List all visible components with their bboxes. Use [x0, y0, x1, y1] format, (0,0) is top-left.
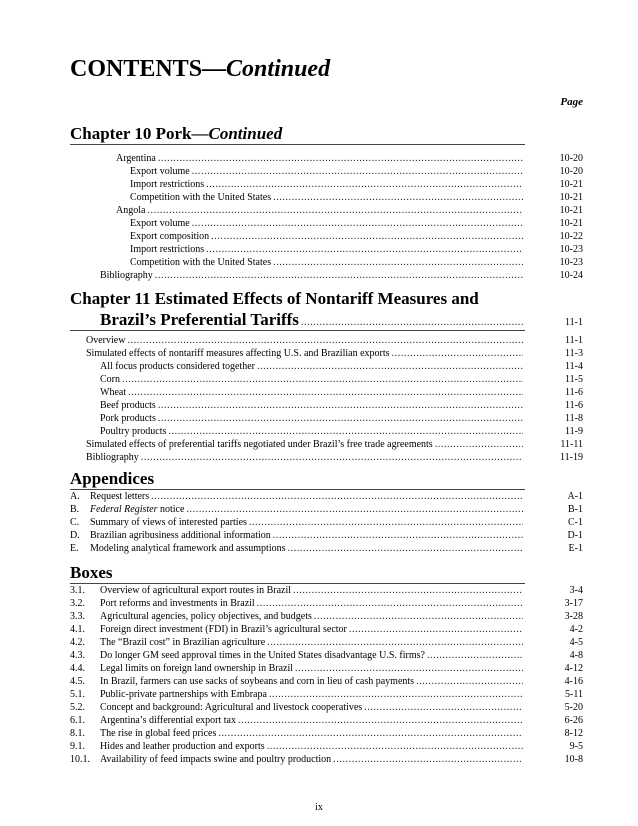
box-entry-number: 4.2. [70, 637, 85, 648]
box-entry-page: 4-16 [564, 676, 583, 687]
chapter-10-entry-page: 10-23 [559, 257, 583, 268]
chapter-11-entry-title: Poultry products [100, 426, 167, 437]
dot-leader [238, 714, 523, 727]
chapter-11-entry-title: Pork products [100, 413, 156, 424]
dot-leader [314, 610, 523, 623]
chapter-10-entry-title: Argentina [116, 153, 156, 164]
box-entry-page: 10-8 [564, 754, 583, 765]
dot-leader [158, 399, 523, 412]
chapter-10-entry-page: 10-20 [559, 153, 583, 164]
chapter-11-entry-title: Wheat [100, 387, 127, 398]
chapter-11-entry[interactable] [70, 373, 583, 386]
chapter-11-heading: Chapter 11 Estimated Effects of Nontariff Measures and [70, 289, 479, 308]
dot-leader [206, 178, 523, 191]
dot-leader [427, 649, 523, 662]
appendices-heading: Appendices [70, 469, 155, 488]
chapter-10-entry-page: 10-22 [559, 231, 583, 242]
chapter-10-entry-title: Competition with the United States [130, 257, 272, 268]
box-entry-title: Agricultural agencies, policy objectives, and budgets [100, 611, 312, 622]
chapter-10-entry[interactable] [70, 230, 583, 243]
box-entry[interactable] [70, 714, 583, 727]
box-entry-page: 8-12 [564, 728, 583, 739]
box-entry-number: 6.1. [70, 715, 85, 726]
chapter-11-entry-page: 11-6 [565, 387, 583, 398]
chapter-10-entry[interactable] [70, 243, 583, 256]
box-entry-page: 3-28 [564, 611, 583, 622]
dot-leader [392, 347, 523, 360]
box-entry-number: 10.1. [70, 754, 90, 765]
chapter-11-heading-line [70, 309, 583, 331]
chapter-11-entry[interactable] [70, 334, 583, 347]
page-column-label: Page [560, 96, 583, 108]
box-entry[interactable] [70, 597, 583, 610]
dot-leader [269, 688, 523, 701]
box-entry[interactable] [70, 662, 583, 675]
appendix-entry-number: C. [70, 517, 80, 528]
chapter-10-entry[interactable] [70, 178, 583, 191]
appendix-entry-number: E. [70, 543, 79, 554]
box-entry[interactable] [70, 636, 583, 649]
box-entry[interactable] [70, 688, 583, 701]
chapter-10-entry-title: Competition with the United States [130, 192, 272, 203]
dot-leader [288, 542, 523, 555]
chapter-10-entry-page: 10-21 [559, 218, 583, 229]
box-entry-page: 3-17 [564, 598, 583, 609]
chapter-10-entry[interactable] [70, 152, 583, 165]
box-entry-number: 3.1. [70, 585, 85, 596]
chapter-11-entry-page: 11-8 [565, 413, 583, 424]
dot-leader [147, 204, 523, 217]
dot-leader [192, 165, 523, 178]
box-entry[interactable] [70, 649, 583, 662]
dot-leader [273, 256, 523, 269]
chapter-11-entry-page: 11-9 [565, 426, 583, 437]
chapter-10-entry-title: Import restrictions [130, 244, 205, 255]
appendix-entry-page: E-1 [568, 543, 583, 554]
appendix-entry-number: D. [70, 530, 80, 541]
box-entry[interactable] [70, 701, 583, 714]
dot-leader [151, 490, 523, 503]
chapter-10-heading: Chapter 10 Pork—Continued [70, 124, 283, 143]
entry-title-italic: Federal Register [90, 504, 158, 515]
appendix-entry-title [90, 503, 184, 516]
box-entry-title: Availability of feed impacts swine and poultry production [100, 754, 332, 765]
box-entry-number: 5.1. [70, 689, 85, 700]
dot-leader [349, 623, 523, 636]
box-entry[interactable] [70, 584, 583, 597]
box-entry-number: 4.1. [70, 624, 85, 635]
box-entry-page: 4-2 [569, 624, 583, 635]
appendices-entries [70, 490, 583, 555]
appendix-entry-number: B. [70, 504, 80, 515]
appendix-entry[interactable] [70, 542, 583, 555]
box-entry-number: 3.2. [70, 598, 85, 609]
chapter-11-entry-page: 11-4 [565, 361, 583, 372]
dot-leader [293, 584, 523, 597]
dot-leader [249, 516, 523, 529]
box-entry-page: 4-12 [564, 663, 583, 674]
appendix-entry-title: Modeling analytical framework and assumptions [90, 543, 286, 554]
appendix-entry-page: C-1 [568, 517, 583, 528]
dot-leader [158, 152, 523, 165]
box-entry-number: 3.3. [70, 611, 85, 622]
chapter-11-entry-page: 11-11 [560, 439, 583, 450]
box-entry-title: Do longer GM seed approval times in the United States disadvantage U.S. firms? [100, 650, 425, 661]
dot-leader [416, 675, 523, 688]
dot-leader [192, 217, 523, 230]
chapter-10-entry-page: 10-21 [559, 192, 583, 203]
chapter-10-entries [70, 152, 583, 282]
appendix-entry[interactable] [70, 516, 583, 529]
dot-leader [155, 269, 523, 282]
chapter-10-entry-page: 10-21 [559, 179, 583, 190]
chapter-10-entry[interactable] [70, 165, 583, 178]
box-entry[interactable] [70, 740, 583, 753]
chapter-10-rule [70, 144, 525, 145]
dot-leader [168, 425, 523, 438]
dot-leader [127, 334, 523, 347]
dot-leader [435, 438, 523, 451]
chapter-10-entry[interactable] [70, 217, 583, 230]
box-entry-title: Port reforms and investments in Brazil [100, 598, 255, 609]
boxes-heading: Boxes [70, 563, 113, 582]
chapter-10-entry[interactable] [70, 204, 583, 217]
appendix-entry-title: Brazilian agribusiness additional information [90, 530, 271, 541]
dot-leader [267, 636, 523, 649]
appendix-entry[interactable] [70, 490, 583, 503]
chapter-11-entry-page: 11-6 [565, 400, 583, 411]
box-entry[interactable] [70, 727, 583, 740]
box-entry[interactable] [70, 753, 583, 766]
chapter-11-entry[interactable] [70, 399, 583, 412]
box-entry-page: 4-5 [569, 637, 583, 648]
dot-leader [141, 451, 523, 464]
box-entry[interactable] [70, 675, 583, 688]
box-entry-number: 8.1. [70, 728, 85, 739]
box-entry-page: 9-5 [569, 741, 583, 752]
dot-leader [211, 230, 523, 243]
chapter-11-entry[interactable] [70, 360, 583, 373]
box-entry-title: The rise in global feed prices [100, 728, 217, 739]
chapter-11-entry-page: 11-5 [565, 374, 583, 385]
chapter-10-entry-title: Export composition [130, 231, 210, 242]
dot-leader [122, 373, 523, 386]
chapter-10-entry[interactable] [70, 269, 583, 282]
dot-leader [267, 740, 523, 753]
appendix-entry-page: A-1 [567, 491, 583, 502]
chapter-11-rule [70, 330, 525, 331]
chapter-11-title-entry[interactable]: Brazil’s Preferential Tariffs ..... 11-1 [70, 309, 583, 331]
box-entry-page: 4-8 [569, 650, 583, 661]
box-entry-title: Argentina’s differential export tax [100, 715, 236, 726]
chapter-11-entry[interactable] [70, 386, 583, 399]
entry-title-rest: notice [157, 504, 185, 515]
chapter-11-entry-title: Bibliography [86, 452, 139, 463]
chapter-11-entry[interactable] [70, 412, 583, 425]
box-entry-page: 6-26 [564, 715, 583, 726]
chapter-10-entry-page: 10-20 [559, 166, 583, 177]
box-entry-title: Legal limits on foreign land ownership in Brazil [100, 663, 294, 674]
chapter-10-entry-title: Export volume [130, 166, 190, 177]
box-entry-number: 4.3. [70, 650, 85, 661]
dot-leader [295, 662, 523, 675]
box-entry[interactable] [70, 610, 583, 623]
chapter-11-entry[interactable] [70, 451, 583, 464]
dot-leader [257, 360, 523, 373]
chapter-10-entry-page: 10-24 [559, 270, 583, 281]
box-entry-title: Hides and leather production and exports [100, 741, 265, 752]
appendix-entry-title: Request letters [90, 491, 150, 502]
chapter-10-entry[interactable] [70, 191, 583, 204]
chapter-10-entry-title: Import restrictions [130, 179, 205, 190]
box-entry-page: 5-20 [564, 702, 583, 713]
page-title: CONTENTS—Continued [70, 56, 331, 82]
box-entry-number: 4.5. [70, 676, 85, 687]
chapter-11-entry[interactable] [70, 438, 583, 451]
chapter-11-entry-title: Simulated effects of preferential tariffs negotiated under Brazil’s free trade agreements [86, 439, 433, 450]
chapter-11-entry[interactable] [70, 425, 583, 438]
appendix-entry[interactable] [70, 529, 583, 542]
box-entry-title: Overview of agricultural export routes in Brazil [100, 585, 292, 596]
box-entry-number: 4.4. [70, 663, 85, 674]
chapter-11-entry-title: All focus products considered together [100, 361, 255, 372]
dot-leader [257, 597, 523, 610]
chapter-11-entry-title: Simulated effects of nontariff measures affecting U.S. and Brazilian exports [86, 348, 390, 359]
dot-leader [273, 529, 523, 542]
chapter-10-entry-title: Export volume [130, 218, 190, 229]
box-entry-number: 5.2. [70, 702, 85, 713]
chapter-11-entry-title: Beef products [100, 400, 156, 411]
box-entry-title: The “Brazil cost” in Brazilian agriculture [100, 637, 266, 648]
box-entry-number: 9.1. [70, 741, 85, 752]
appendix-entry-number: A. [70, 491, 80, 502]
appendix-entry[interactable] [70, 503, 583, 516]
dot-leader [218, 727, 523, 740]
chapter-11-entry-title: Corn [100, 374, 120, 385]
dot-leader [364, 701, 523, 714]
dot-leader [186, 503, 523, 516]
chapter-10-entry-title: Angola [116, 205, 146, 216]
chapter-10-entry-title: Bibliography [100, 270, 153, 281]
chapter-11-entries [70, 334, 583, 464]
chapter-11-entry[interactable] [70, 347, 583, 360]
dot-leader [333, 753, 523, 766]
dot-leader [128, 386, 523, 399]
box-entry-title: In Brazil, farmers can use sacks of soybeans and corn in lieu of cash payments [100, 676, 415, 687]
box-entry-page: 5-11 [565, 689, 583, 700]
chapter-11-entry-title: Overview [86, 335, 126, 346]
box-entry-title: Foreign direct investment (FDI) in Brazil’s agricultural sector [100, 624, 347, 635]
boxes-entries [70, 584, 583, 766]
chapter-10-entry-page: 10-21 [559, 205, 583, 216]
chapter-11-entry-page: 11-1 [565, 335, 583, 346]
chapter-11-entry-page: 11-19 [560, 452, 583, 463]
appendix-entry-page: B-1 [568, 504, 583, 515]
appendix-entry-page: D-1 [567, 530, 583, 541]
chapter-10-entry-page: 10-23 [559, 244, 583, 255]
appendix-entry-title: Summary of views of interested parties [90, 517, 247, 528]
box-entry-title: Public-private partnerships with Embrapa [100, 689, 267, 700]
chapter-11-entry-page: 11-3 [565, 348, 583, 359]
dot-leader [273, 191, 523, 204]
dot-leader [158, 412, 523, 425]
box-entry-page: 3-4 [569, 585, 583, 596]
chapter-10-entry[interactable] [70, 256, 583, 269]
box-entry-title: Concept and background: Agricultural and livestock cooperatives [100, 702, 363, 713]
dot-leader [206, 243, 523, 256]
box-entry[interactable] [70, 623, 583, 636]
page-number: ix [315, 802, 323, 813]
